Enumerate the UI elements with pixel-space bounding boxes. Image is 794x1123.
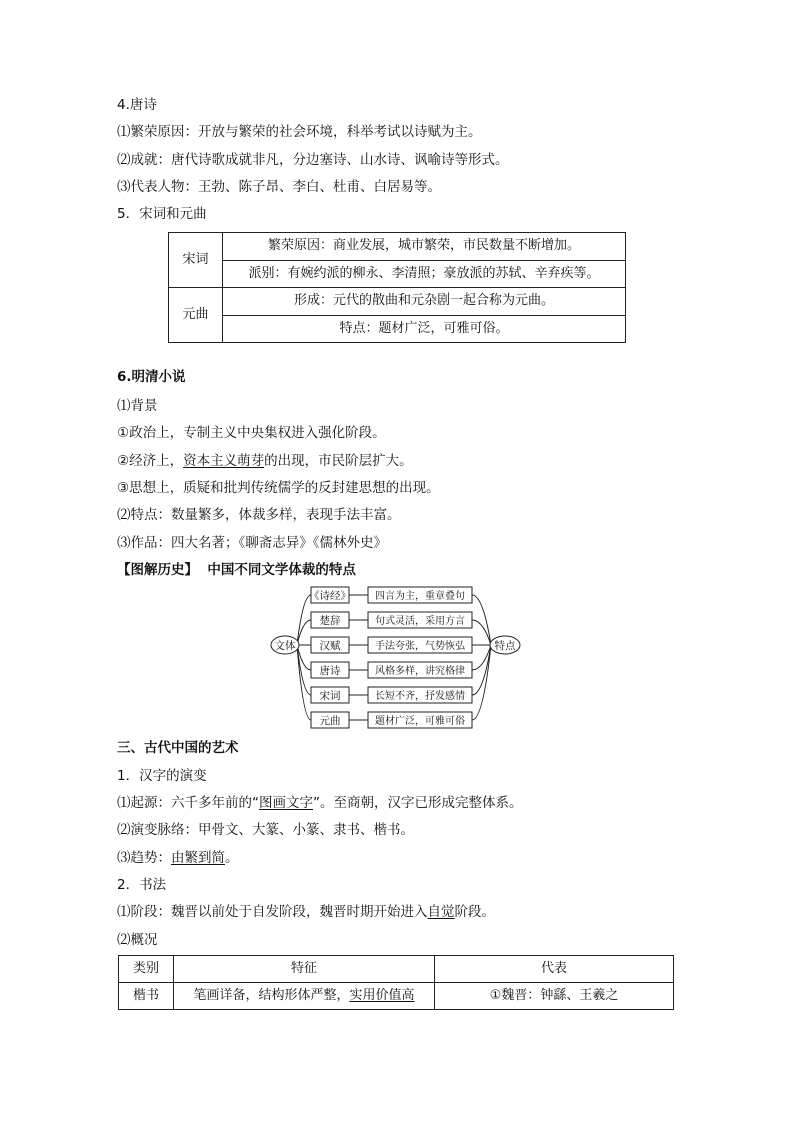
s2-l1-b: 阶段。 bbox=[454, 904, 495, 920]
cat-songci: 宋词 bbox=[169, 233, 223, 288]
feature-label: 题材广泛，可雅可俗 bbox=[375, 716, 465, 727]
part3-s2-line2: ⑵概况 bbox=[117, 932, 158, 948]
genre-label: 汉赋 bbox=[319, 640, 341, 652]
sec6-line2: ⑵特点：数量繁多，体裁多样，表现手法丰富。 bbox=[117, 507, 401, 523]
genre-label: 《诗经》 bbox=[309, 590, 351, 602]
calligraphy-table bbox=[118, 955, 674, 1010]
s2-l1-a: ⑴阶段：魏晋以前处于自发阶段，魏晋时期开始进入 bbox=[117, 904, 428, 920]
feature-label: 句式灵活，采用方言 bbox=[375, 616, 465, 627]
table-row bbox=[169, 288, 626, 316]
genre-label: 宋词 bbox=[319, 690, 341, 702]
sec6-c1: ①政治上，专制主义中央集权进入强化阶段。 bbox=[117, 425, 386, 441]
genre-label: 唐诗 bbox=[319, 665, 341, 677]
table-header-row bbox=[119, 956, 674, 983]
sec4-line1: ⑴繁荣原因：开放与繁荣的社会环境，科举考试以诗赋为主。 bbox=[117, 124, 482, 140]
sec6-title: 6.明清小说 bbox=[117, 369, 186, 385]
yuanqu-item-2: 特点：题材广泛，可雅可俗。 bbox=[223, 315, 626, 343]
connector-left bbox=[297, 645, 311, 720]
s1-l3-b: 。 bbox=[225, 850, 239, 866]
s1-l1-b: ”。至商朝，汉字已形成完整体系。 bbox=[313, 795, 523, 811]
th-category: 类别 bbox=[119, 956, 174, 983]
th-representative: 代表 bbox=[435, 956, 674, 983]
part3-s1-line1 bbox=[117, 794, 523, 812]
sec4-line3: ⑶代表人物：王勃、陈子昂、李白、杜甫、白居易等。 bbox=[117, 179, 441, 195]
center-left-label: 文体 bbox=[274, 640, 296, 652]
table-row bbox=[169, 260, 626, 288]
s1-l1-u: 图画文字 bbox=[259, 795, 313, 811]
songci-item-2: 派别：有婉约派的柳永、李清照；豪放派的苏轼、辛弃疾等。 bbox=[223, 260, 626, 288]
diagram-heading-tag: 【图解历史】 bbox=[117, 562, 198, 578]
sec6-c3: ③思想上，质疑和批判传统儒学的反封建思想的出现。 bbox=[117, 480, 440, 496]
sec6-c2-a: ②经济上， bbox=[117, 453, 184, 469]
sec6-background: ⑴背景 bbox=[117, 398, 158, 414]
songci-item-1: 繁荣原因：商业发展，城市繁荣，市民数量不断增加。 bbox=[223, 233, 626, 261]
diagram-heading-text: 中国不同文学体裁的特点 bbox=[207, 562, 356, 578]
sec6-c2 bbox=[117, 452, 413, 470]
sec5-title: 5．宋词和元曲 bbox=[117, 206, 207, 222]
feature-label: 长短不齐，抒发感情 bbox=[375, 691, 465, 702]
feature-label: 手法夸张，气势恢弘 bbox=[375, 641, 465, 652]
cell-category: 楷书 bbox=[119, 983, 174, 1010]
diagram-heading bbox=[117, 561, 356, 579]
connector-right bbox=[472, 645, 491, 720]
s1-l1-a: ⑴起源：六千多年前的“ bbox=[117, 795, 259, 811]
table-row bbox=[119, 983, 674, 1010]
table-row bbox=[169, 315, 626, 343]
sec6-c2-b: 的出现，市民阶层扩大。 bbox=[264, 453, 413, 469]
sec6-line3: ⑶作品：四大名著；《聊斋志异》《儒林外史》 bbox=[117, 535, 387, 551]
th-feature: 特征 bbox=[174, 956, 435, 983]
s1-l3-u: 由繁到简 bbox=[171, 850, 225, 866]
sec6-c2-u: 资本主义萌芽 bbox=[183, 453, 265, 469]
yuanqu-item-1: 形成：元代的散曲和元杂剧一起合称为元曲。 bbox=[223, 288, 626, 316]
part3-s1-title: 1．汉字的演变 bbox=[117, 768, 207, 784]
feature-a: 笔画详备，结构形体严整， bbox=[193, 988, 350, 1003]
feature-label: 风格多样，讲究格律 bbox=[375, 666, 465, 677]
part3-s1-line2: ⑵演变脉络：甲骨文、大篆、小篆、隶书、楷书。 bbox=[117, 822, 414, 838]
table-row bbox=[169, 233, 626, 261]
cat-yuanqu: 元曲 bbox=[169, 288, 223, 343]
genre-label: 楚辞 bbox=[319, 615, 341, 627]
genre-diagram bbox=[0, 583, 794, 733]
connector-right bbox=[472, 620, 491, 645]
center-right-label: 特点 bbox=[494, 640, 516, 652]
sec4-line2: ⑵成就：唐代诗歌成就非凡，分边塞诗、山水诗、讽喻诗等形式。 bbox=[117, 152, 509, 168]
feature-label: 四言为主，重章叠句 bbox=[375, 591, 465, 602]
part3-s2-title: 2．书法 bbox=[117, 877, 167, 893]
feature-u: 实用价值高 bbox=[349, 988, 415, 1003]
part3-s2-line1 bbox=[117, 903, 495, 921]
cell-feature bbox=[174, 983, 435, 1010]
genre-label: 元曲 bbox=[319, 715, 341, 727]
part3-title: 三、古代中国的艺术 bbox=[117, 740, 239, 756]
sec4-title: 4.唐诗 bbox=[117, 97, 157, 113]
song-yuan-table bbox=[168, 232, 626, 343]
part3-s1-line3 bbox=[117, 849, 239, 867]
cell-representative: ①魏晋：钟繇、王羲之 bbox=[435, 983, 674, 1010]
s1-l3-a: ⑶趋势： bbox=[117, 850, 171, 866]
s2-l1-u: 自觉 bbox=[427, 904, 455, 920]
